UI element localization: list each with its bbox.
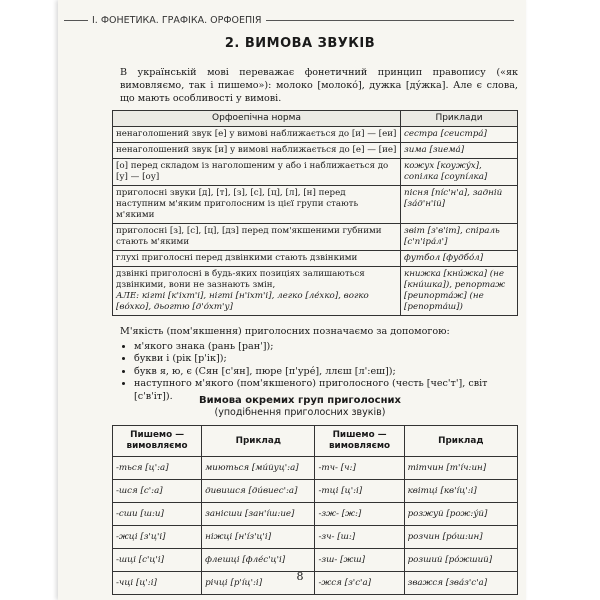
pattern-cell: -зж- [ж:] <box>315 503 404 526</box>
col-header-example: Приклад <box>202 426 315 457</box>
table-row <box>113 224 518 251</box>
table-row <box>113 143 518 159</box>
table-row <box>113 267 518 316</box>
table-row <box>113 457 518 480</box>
norm-cell: приголосні [з], [с], [ц], [дз] перед пом'якшеними губними стають м'якими <box>113 224 401 251</box>
example-cell: сестра [сеистра́] <box>401 127 518 143</box>
table-header-row <box>113 426 518 457</box>
list-item: • букви і (рік [р'ік]); <box>134 353 518 366</box>
pattern-cell: -шці [с'ц'і] <box>113 549 202 572</box>
intro-paragraph: В українській мові переважає фонетичний принцип правопису («як вимовляємо, так і пишемо»): молоко [молоко́], дужка [ду́жка]. Але є слова, що мають особливості у вимові. <box>120 67 518 104</box>
example-cell: тітчин [т'і́ч:ин] <box>404 457 517 480</box>
example-cell: футбол [фудбо́л] <box>401 251 518 267</box>
softness-intro: М'якість (пом'якшення) приголосних позначаємо за допомогою: <box>120 326 450 337</box>
running-head-text: І. ФОНЕТИКА. ГРАФІКА. ОРФОЕПІЯ <box>92 15 262 26</box>
softness-section <box>120 326 518 403</box>
table-row <box>113 186 518 224</box>
example-cell: зважся [зва́з'с'а] <box>404 572 517 595</box>
norm-text: дзвінкі приголосні в будь-яких позиціях залишаються дзвінкими, вони не зазнають змін, <box>116 269 365 290</box>
pattern-cell: -ться [ц':а] <box>113 457 202 480</box>
header-rule-left <box>64 20 88 21</box>
col-header-written: Пишемо — вимовляємо <box>315 426 404 457</box>
table-row <box>113 251 518 267</box>
example-cell: дивишся [ди́виес':а] <box>202 480 315 503</box>
pattern-cell: -жці [з'ц'і] <box>113 526 202 549</box>
example-cell: розжуй [рож:у́й] <box>404 503 517 526</box>
pattern-cell: -чці [ц':і] <box>113 572 202 595</box>
example-cell: річці [р'і́ц':і] <box>202 572 315 595</box>
table-row <box>113 127 518 143</box>
example-cell: розший [ро́жший] <box>404 549 517 572</box>
norm-cell: [о] перед складом із наголошеним у або і наближається до [у] — [оу] <box>113 159 401 186</box>
example-cell: звіт [з'в'іт], спіраль [с'п'іра́л'] <box>401 224 518 251</box>
list-item: • наступного м'якого (пом'якшеного) приголосного (честь [чес'т'], світ [с'в'іт]). <box>134 378 518 403</box>
pattern-cell: -зш- [жш] <box>315 549 404 572</box>
table-row <box>113 503 518 526</box>
example-cell: книжка [кни́жка] (не [кни́шка]), репортаж [реипорта́ж] (не [репорта́ш]) <box>401 267 518 316</box>
example-cell: ніжці [н'і́з'ц'і] <box>202 526 315 549</box>
running-head <box>64 15 514 26</box>
norm-cell: глухі приголосні перед дзвінкими стають дзвінкими <box>113 251 401 267</box>
norm-cell <box>113 267 401 316</box>
pattern-cell: -зч- [ш:] <box>315 526 404 549</box>
pattern-cell: -тч- [ч:] <box>315 457 404 480</box>
list-item: • м'якого знака (рань [ран']); <box>134 341 518 354</box>
section-title: 2. ВИМОВА ЗВУКІВ <box>224 36 376 51</box>
table2-title: Вимова окремих груп приголосних <box>199 395 401 406</box>
table-row <box>113 526 518 549</box>
header-rule-right <box>266 20 514 21</box>
table-row <box>113 549 518 572</box>
table2-subtitle: (уподібнення приголосних звуків) <box>214 407 386 418</box>
norm-note: АЛЕ: кігті [к'іхт'і], нігті [н'іхт'і], легко [ле́хко], вогко [во́хко], дьогтю [д'о́хт'у] <box>116 291 369 312</box>
example-cell: зима [зиема́] <box>401 143 518 159</box>
col-header-written: Пишемо — вимовляємо <box>113 426 202 457</box>
table2-heading <box>0 395 600 419</box>
example-cell: квітці [кв'і́ц':і] <box>404 480 517 503</box>
list-item: • букв я, ю, є (Сян [с'ян], пюре [п'уре́], ллєш [л':еш]); <box>134 366 518 379</box>
norm-cell: ненаголошений звук [е] у вимові наближається до [и] — [еи] <box>113 127 401 143</box>
example-cell: пісня [пі́с'н'а], задній [за́д'н'ій] <box>401 186 518 224</box>
example-cell: занісши [зан'і́ш:ие] <box>202 503 315 526</box>
example-cell: флешці [фле́с'ц'і] <box>202 549 315 572</box>
norm-cell: приголосні звуки [д], [т], [з], [с], [ц], [л], [н] перед наступним м'яким приголосним із цієї групи стають м'якими <box>113 186 401 224</box>
example-cell: розчин [ро́ш:ин] <box>404 526 517 549</box>
page-number: 8 <box>296 570 304 583</box>
softness-list <box>120 341 518 404</box>
norm-cell: ненаголошений звук [и] у вимові наближається до [е] — [ие] <box>113 143 401 159</box>
orthoepy-table <box>112 110 518 316</box>
example-cell: кожух [коужу́х], сопілка [соупі́лка] <box>401 159 518 186</box>
pattern-cell: -жся [з'с'а] <box>315 572 404 595</box>
pattern-cell: -сши [ш:и] <box>113 503 202 526</box>
table-header-row <box>113 111 518 127</box>
table-row <box>113 159 518 186</box>
example-cell: миються [ми́йуц':а] <box>202 457 315 480</box>
pattern-cell: -шся [с':а] <box>113 480 202 503</box>
col-header-example: Приклад <box>404 426 517 457</box>
col-header-examples: Приклади <box>401 111 518 127</box>
col-header-norm: Орфоепічна норма <box>113 111 401 127</box>
pattern-cell: -тці [ц':і] <box>315 480 404 503</box>
table-row <box>113 480 518 503</box>
